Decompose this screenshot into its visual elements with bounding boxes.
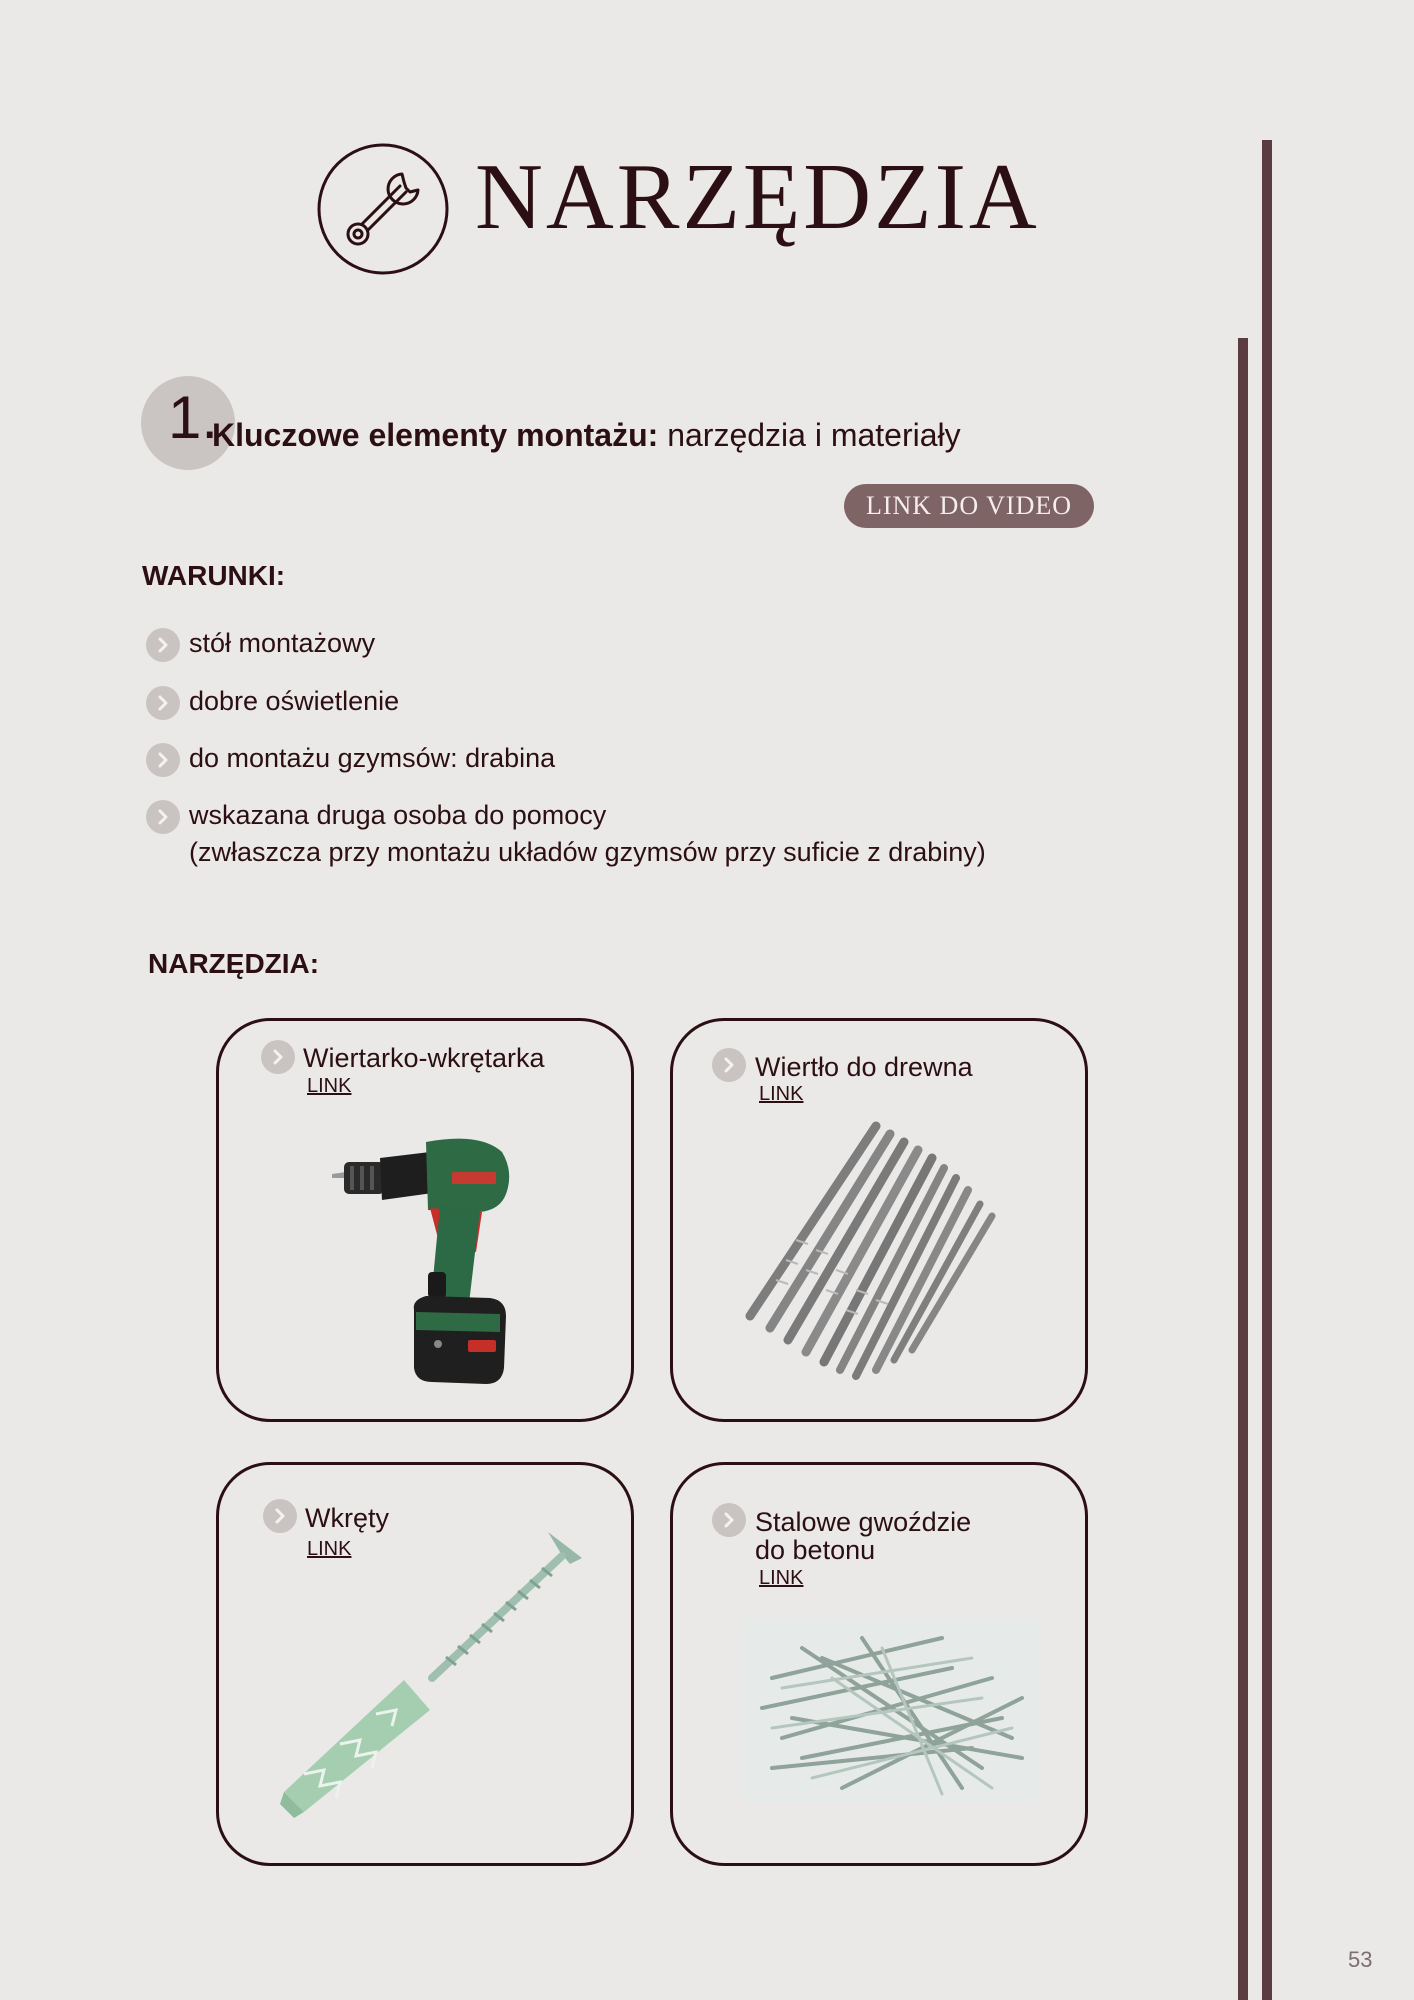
tool-card-title: Wiertarko-wkrętarka	[303, 1043, 545, 1073]
screw-and-anchor-image	[280, 1528, 590, 1818]
page-title: NARZĘDZIA	[475, 145, 1040, 249]
chevron-right-icon	[712, 1503, 746, 1537]
tool-card-title: Wiertło do drewna	[755, 1052, 973, 1082]
tool-card-link[interactable]: LINK	[307, 1538, 352, 1560]
chevron-right-icon	[146, 628, 180, 662]
section-number: 1.	[168, 384, 219, 451]
chevron-right-icon	[146, 743, 180, 777]
condition-item-note: (zwłaszcza przy montażu układów gzymsów przy suficie z drabiny)	[189, 837, 986, 867]
conditions-label: WARUNKI:	[142, 560, 286, 591]
tool-card-title: Stalowe gwoździe	[755, 1507, 972, 1537]
chevron-right-icon	[261, 1040, 295, 1074]
drill-image	[330, 1132, 520, 1388]
condition-item: do montażu gzymsów: drabina	[189, 743, 556, 773]
section-title	[212, 418, 961, 453]
chevron-right-icon	[146, 686, 180, 720]
condition-item: stół montażowy	[189, 628, 376, 658]
chevron-right-icon	[146, 800, 180, 834]
chevron-right-icon	[712, 1048, 746, 1082]
section-title-rest: narzędzia i materiały	[658, 417, 961, 453]
tool-card-title: Wkręty	[305, 1503, 389, 1533]
wrench-icon	[316, 142, 450, 276]
tool-card-link[interactable]: LINK	[759, 1567, 804, 1589]
drill-bits-image	[736, 1120, 996, 1380]
tool-card-title-line2: do betonu	[755, 1535, 876, 1565]
decorative-line-inner	[1238, 338, 1248, 2000]
condition-item: dobre oświetlenie	[189, 686, 400, 716]
tool-card-link[interactable]: LINK	[307, 1075, 352, 1097]
decorative-line-outer	[1262, 140, 1272, 2000]
section-title-bold: Kluczowe elementy montażu:	[212, 417, 659, 453]
steel-nails-image	[742, 1618, 1040, 1804]
video-link-button[interactable]: LINK DO VIDEO	[844, 484, 1094, 528]
tools-label: NARZĘDZIA:	[148, 948, 320, 979]
condition-item: wskazana druga osoba do pomocy	[189, 800, 607, 830]
page-number: 53	[1348, 1947, 1373, 1972]
tool-card-link[interactable]: LINK	[759, 1083, 804, 1105]
